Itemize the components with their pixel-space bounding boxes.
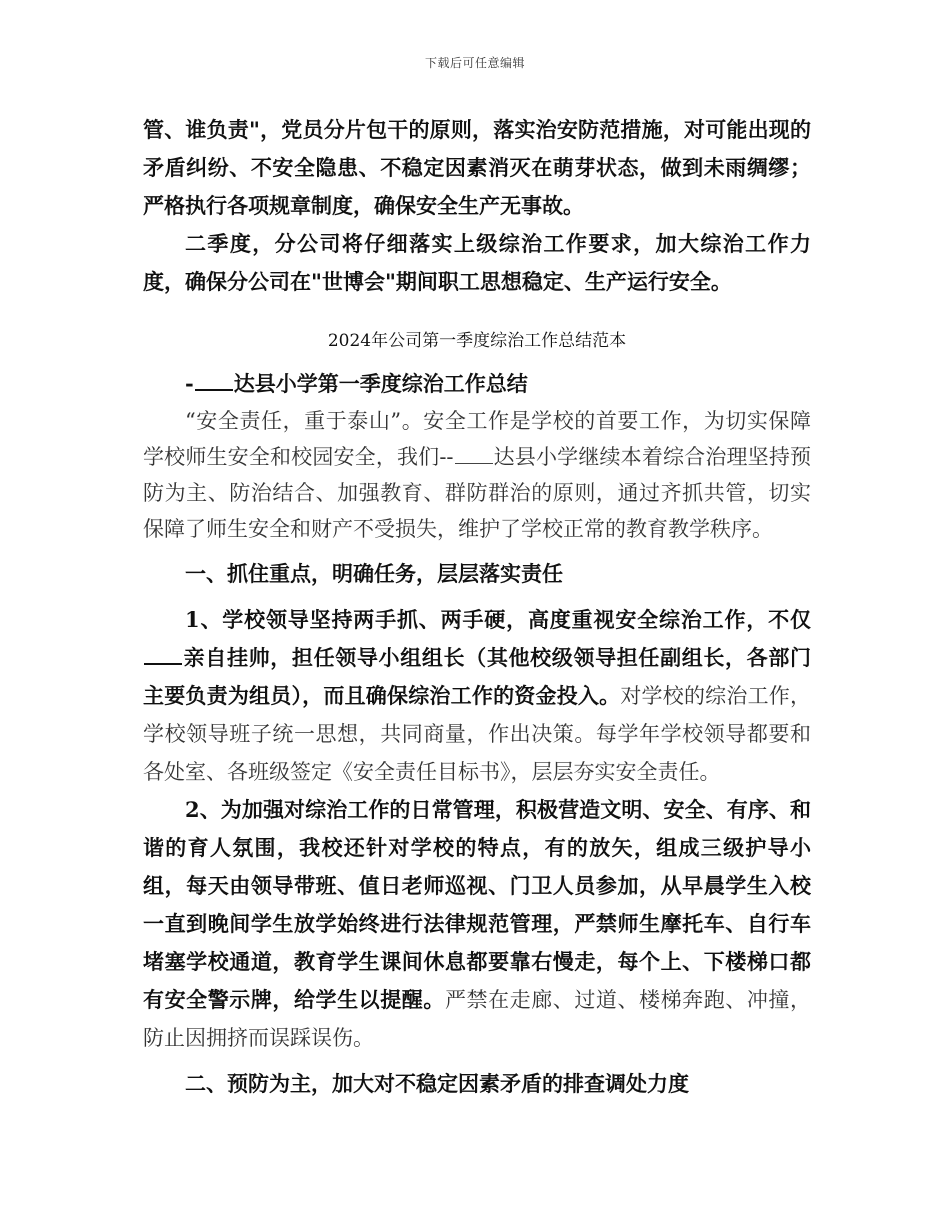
document-title: 2024年公司第一季度综治工作总结范本 [327,331,627,351]
paragraph-4-bold-a: 1、学校领导坚持两手抓、两手硬，高度重视安全综治工作，不仅 [185,607,811,632]
paragraph-3 [143,403,811,547]
subtitle-prefix: - [185,371,194,396]
blank-line [195,388,233,391]
section-heading-2: 二、预防为主，加大对不稳定因素矛盾的排查调处力度 [185,1071,689,1096]
paragraph-2: 二季度，分公司将仔细落实上级综治工作要求，加大综治工作力度，确保分公司在"世博会"期间职工思想稳定、生产运行安全。 [143,231,811,294]
subtitle [143,365,811,403]
paragraph-3-part-b: 达县小学继续本着综合治理坚持预防为主、防治结合、加强教育、群防群治的原则，通过齐抓共管，切实保障了师生安全和财产不受损失，维护了学校正常的教育教学秩序。 [143,445,811,541]
blank-line [144,662,182,665]
paragraph-5-light: 严禁在走廊、过道、楼梯奔跑、冲撞，防止因拥挤而误踩误伤。 [143,988,812,1050]
paragraph-1: 管、谁负责"，党员分片包干的原则，落实治安防范措施，对可能出现的矛盾纠纷、不安全隐患、不稳定因素消灭在萌芽状态，做到未雨绸缪；严格执行各项规章制度，确保安全生产无事故。 [143,117,811,218]
section-heading-1: 一、抓住重点，明确任务，层层落实责任 [185,561,563,586]
paragraph-4 [143,601,811,791]
paragraph-3-part-a: “安全责任，重于泰山”。安全工作是学校的首要工作，为切实保障学校师生安全和校园安全，我们-- [143,409,811,469]
page-header-note: 下载后可任意编辑 [424,56,525,70]
paragraph-5 [143,791,811,1057]
document-body [143,111,811,1103]
subtitle-text: 达县小学第一季度综治工作总结 [233,371,528,396]
paragraph-4-bold-b: 亲自挂帅，担任领导小组组长（其他校级领导担任副组长，各部门主要负责为组员），而且确保综治工作的资金投入。 [143,645,811,708]
paragraph-5-bold: 2、为加强对综治工作的日常管理，积极营造文明、安全、有序、和谐的育人氛围，我校还针对学校的特点，有的放矢，组成三级护导小组，每天由领导带班、值日老师巡视、门卫人员参加，从早晨学生入校一直到晚间学生放学始终进行法律规范管理，严禁师生摩托车、自行车堵塞学校通道，教育学生课间休息都要靠右慢走，每个上、下楼梯口都有安全警示牌，给学生以提醒。 [143,797,811,1012]
blank-line [455,462,493,464]
paragraph-4-light: 对学校的综治工作，学校领导班子统一思想，共同商量，作出决策。每学年学校领导都要和各处室、各班级签定《安全责任目标书》，层层夯实安全责任。 [143,684,812,784]
